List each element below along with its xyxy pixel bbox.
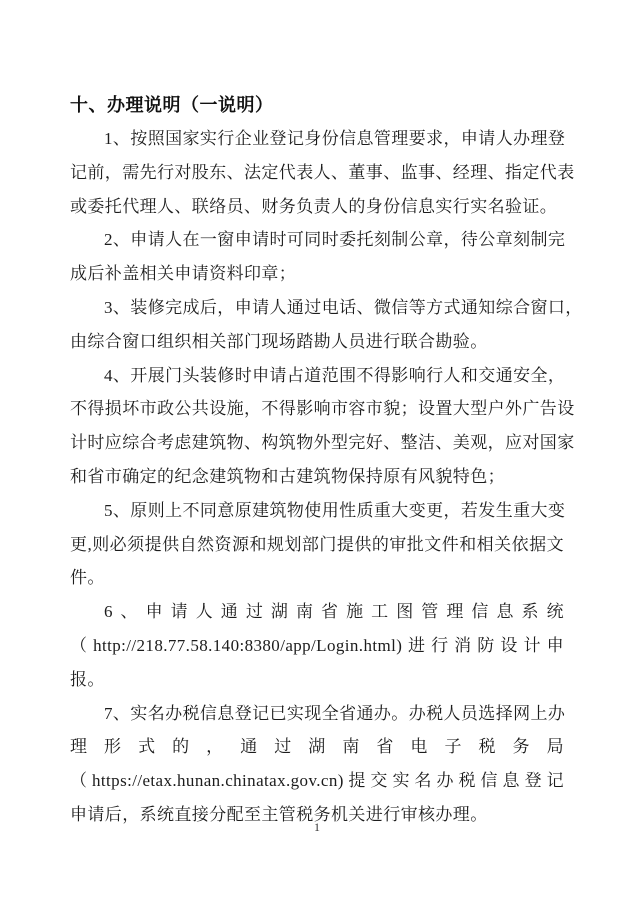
text-line: （https://etax.hunan.chinatax.gov.cn)提交实名办税信息登记 — [70, 771, 564, 791]
paragraph — [70, 359, 575, 494]
paragraph — [70, 697, 564, 832]
text-line: 和省市确定的纪念建筑物和古建筑物保持原有风貌特色； — [70, 466, 505, 486]
section-title: 十、办理说明（一说明） — [70, 95, 274, 115]
text-line: 理形式的，通过湖南省电子税务局 — [70, 737, 564, 757]
text-line: 1、按照国家实行企业登记身份信息管理要求，申请人办理登 — [104, 129, 566, 148]
text-line: 4、开展门头装修时申请占道范围不得影响行人和交通安全， — [104, 365, 566, 385]
text-line: 由综合窗口组织相关部门现场踏勘人员进行联合勘验。 — [70, 331, 488, 351]
text-line: 5、原则上不同意原建筑物使用性质重大变更，若发生重大变 — [104, 500, 566, 520]
text-line: 申请后，系统直接分配至主管税务机关进行审核办理。 — [70, 804, 488, 824]
text-line: 6、申请人通过湖南省施工图管理信息系统 — [104, 602, 564, 622]
document-content — [70, 88, 583, 832]
page-number: 1 — [314, 820, 320, 834]
text-line: 件。 — [70, 568, 105, 588]
paragraph — [70, 494, 564, 595]
text-line: 7、实名办税信息登记已实现全省通办。办税人员选择网上办 — [104, 703, 566, 723]
text-line: 成后补盖相关申请资料印章； — [70, 264, 297, 284]
text-line: 更,则必须提供自然资源和规划部门提供的审批文件和相关依据文 — [70, 534, 564, 554]
paragraph — [70, 122, 575, 223]
text-line: 计时应综合考虑建筑物、构筑物外型完好、整洁、美观，应对国家 — [70, 433, 575, 453]
document-body — [70, 122, 583, 832]
text-line: （http://218.77.58.140:8380/app/Login.html)进行消防设计申 — [70, 635, 564, 655]
paragraph — [70, 291, 583, 359]
text-line: 2、申请人在一窗申请时可同时委托刻制公章，待公章刻制完 — [104, 230, 566, 250]
paragraph — [70, 223, 564, 291]
text-line: 不得损坏市政公共设施，不得影响市容市貌；设置大型户外广告设 — [70, 399, 575, 419]
text-line: 3、装修完成后，申请人通过电话、微信等方式通知综合窗口， — [104, 297, 583, 317]
text-line: 或委托代理人、联络员、财务负责人的身份信息实行实名验证。 — [70, 196, 558, 216]
text-line: 记前，需先行对股东、法定代表人、董事、监事、经理、指定代表 — [70, 162, 575, 182]
text-line: 报。 — [70, 669, 105, 689]
paragraph — [70, 595, 564, 696]
